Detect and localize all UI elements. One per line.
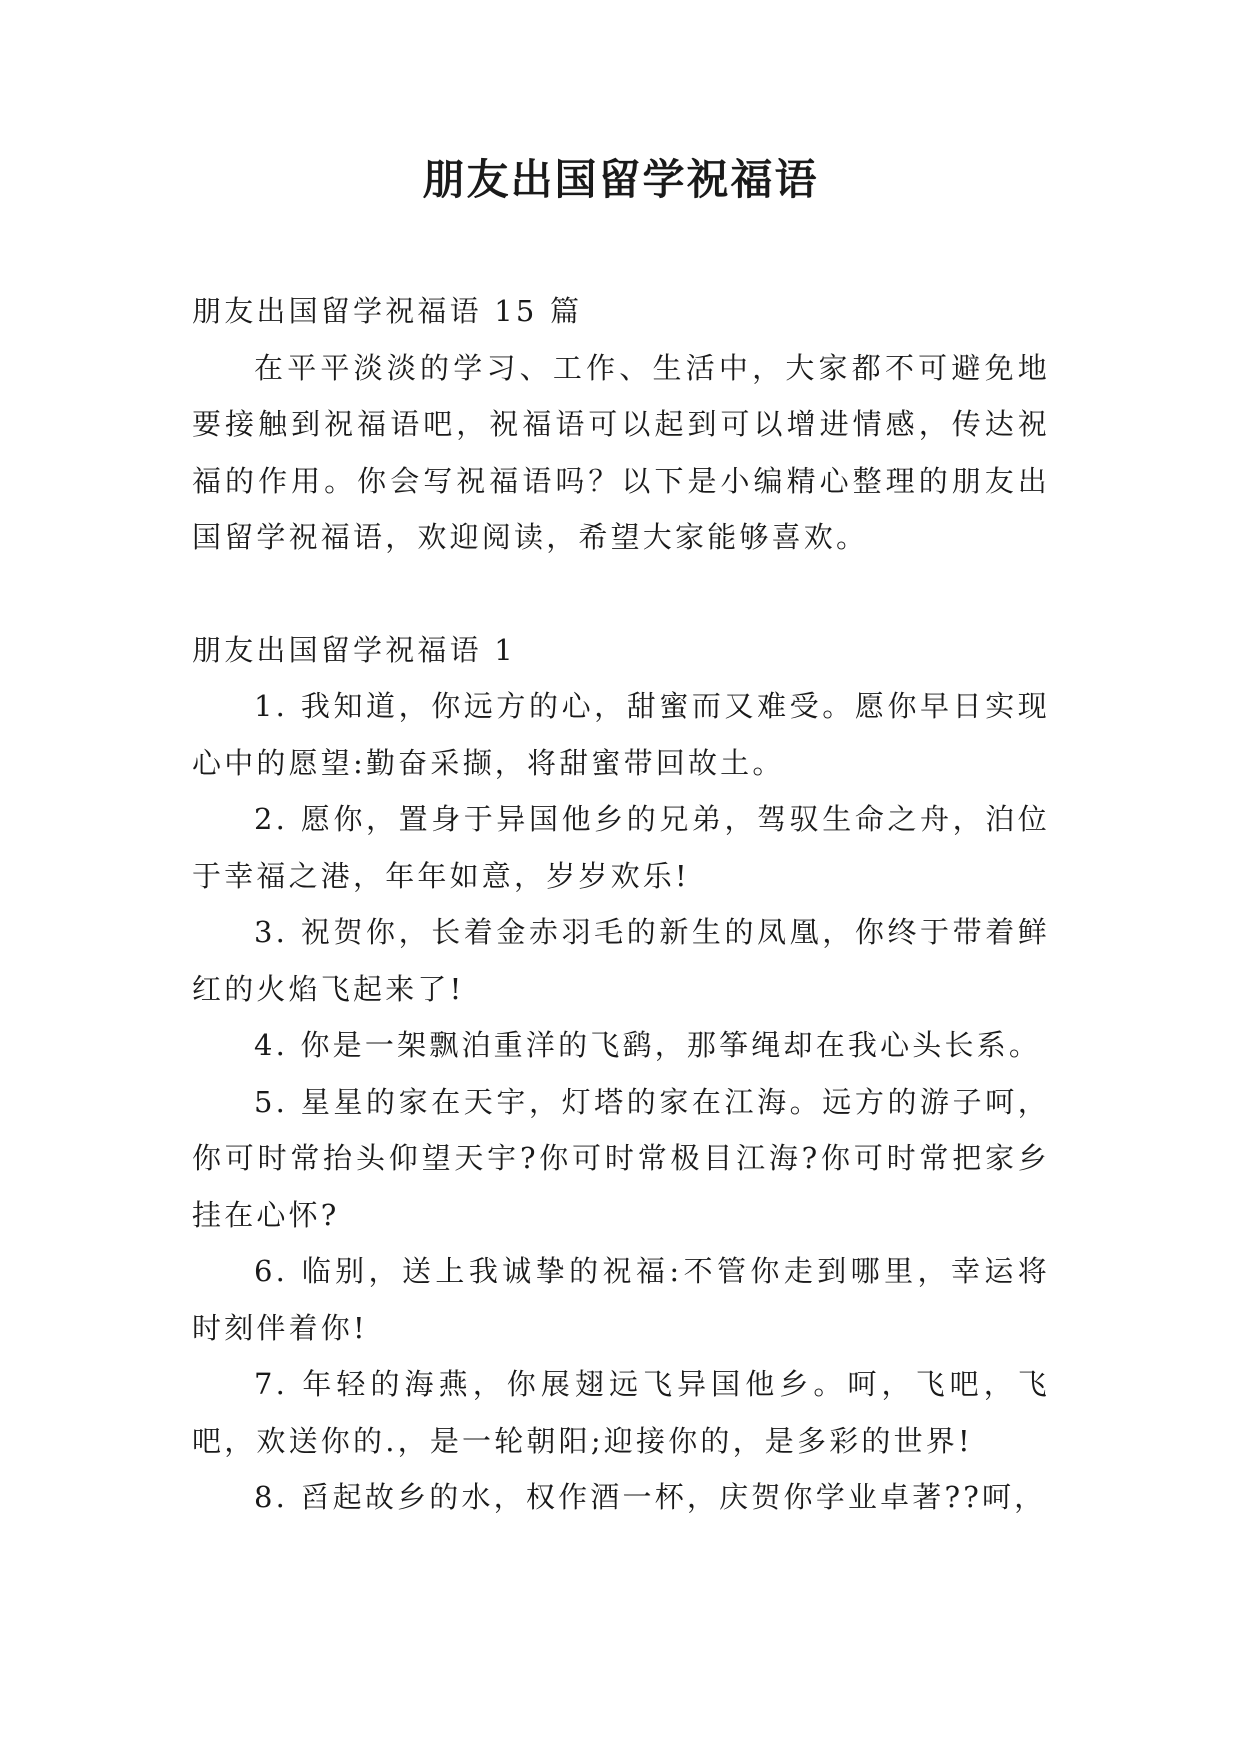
document-subtitle: 朋友出国留学祝福语 15 篇	[192, 294, 583, 328]
document-body	[192, 283, 1050, 1526]
list-item: 8. 舀起故乡的水，权作酒一杯，庆贺你学业卓著??呵，	[254, 1480, 1047, 1514]
list-item: 1. 我知道，你远方的心，甜蜜而又难受。愿你早日实现心中的愿望:勤奋采撷，将甜蜜带回故土。	[192, 689, 1050, 780]
section-heading: 朋友出国留学祝福语 1	[192, 632, 516, 667]
list-item: 6. 临别，送上我诚挚的祝福:不管你走到哪里，幸运将时刻伴着你!	[192, 1254, 1050, 1345]
list-item: 4. 你是一架飘泊重洋的飞鹞，那筝绳却在我心头长系。	[254, 1028, 1042, 1062]
list-item: 2. 愿你，置身于异国他乡的兄弟，驾驭生命之舟，泊位于幸福之港，年年如意，岁岁欢乐!	[192, 802, 1050, 893]
list-item: 5. 星星的家在天宇，灯塔的家在江海。远方的游子呵，你可时常抬头仰望天宇?你可时常极目江海?你可时常把家乡挂在心怀?	[192, 1084, 1050, 1232]
intro-paragraph: 在平平淡淡的学习、工作、生活中，大家都不可避免地要接触到祝福语吧，祝福语可以起到可以增进情感，传达祝福的作用。你会写祝福语吗？以下是小编精心整理的朋友出国留学祝福语，欢迎阅读，希望大家能够喜欢。	[192, 350, 1050, 554]
list-item: 7. 年轻的海燕，你展翅远飞异国他乡。呵，飞吧，飞吧，欢送你的.，是一轮朝阳;迎接你的，是多彩的世界!	[192, 1367, 1050, 1458]
paragraph-spacer	[192, 566, 1050, 622]
list-item: 3. 祝贺你，长着金赤羽毛的新生的凤凰，你终于带着鲜红的火焰飞起来了!	[192, 915, 1050, 1006]
document-title: 朋友出国留学祝福语	[422, 155, 819, 204]
